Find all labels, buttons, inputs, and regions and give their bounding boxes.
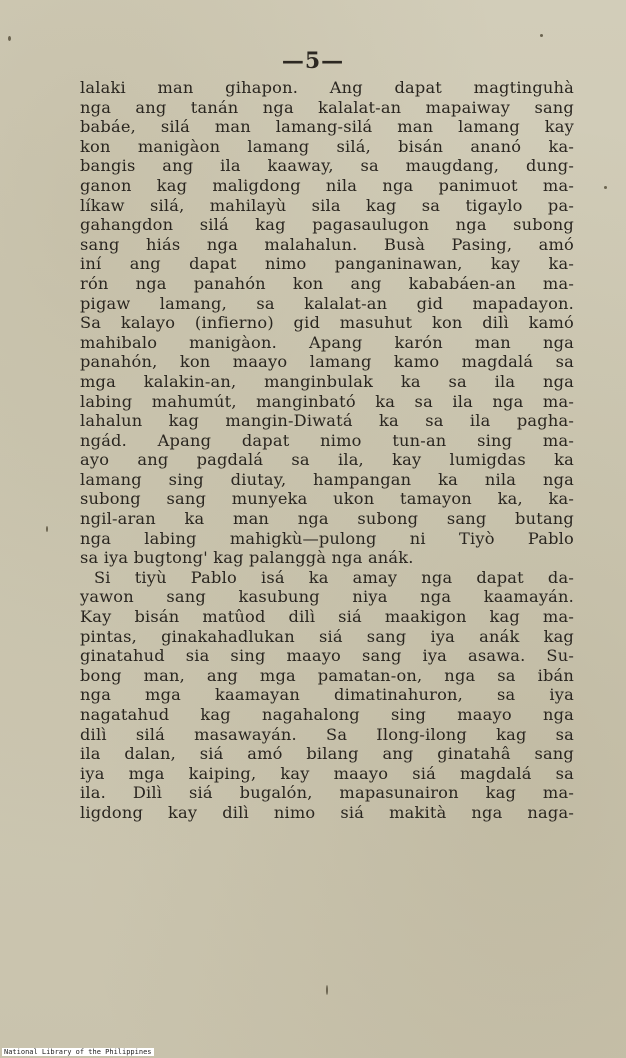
text-line: nga mga kaamayan dimatinahuron, sa iya bbox=[80, 685, 574, 705]
text-line: kon manigàon lamang silá, bisán ananó ka- bbox=[80, 136, 574, 156]
text-line: bangis ang ila kaaway, sa maugdang, dung- bbox=[80, 156, 574, 176]
text-line: babáe, silá man lamang-silá man lamang kay bbox=[80, 117, 574, 137]
ink-speck bbox=[326, 985, 328, 995]
text-line: mahibalo manigàon. Apang karón man nga bbox=[80, 332, 574, 352]
text-line: yawon sang kasubung niya nga kaamayán. bbox=[80, 587, 574, 607]
page-number: —5— bbox=[281, 48, 345, 74]
text-line: ila. Dilì siá bugalón, mapasunairon kag ma- bbox=[80, 783, 574, 803]
text-line: sang hiás nga malahalun. Busà Pasing, amó bbox=[80, 234, 574, 254]
text-line: labing mahumút, manginbató ka sa ila nga ma- bbox=[80, 391, 574, 411]
library-credit: National Library of the Philippines bbox=[4, 1048, 152, 1056]
text-line: lahalun kag mangin-Diwatá ka sa ila pagha- bbox=[80, 411, 574, 431]
ink-speck bbox=[46, 526, 48, 532]
text-line: bong man, ang mga pamatan-on, nga sa ibán bbox=[80, 665, 574, 685]
text-line: panahón, kon maayo lamang kamo magdalá sa bbox=[80, 352, 574, 372]
body-text bbox=[80, 78, 574, 823]
text-line: gahangdon silá kag pagasaulugon nga subong bbox=[80, 215, 574, 235]
text-line: sa iya bugtong' kag palanggà nga anák. bbox=[80, 548, 414, 568]
text-line: nga ang tanán nga kalalat-an mapaiway sang bbox=[80, 97, 574, 117]
text-line: Sa kalayo (infierno) gid masuhut kon dilì kamó bbox=[80, 313, 574, 333]
text-line: ayo ang pagdalá sa ila, kay lumigdas ka bbox=[80, 450, 574, 470]
text-line: dilì silá masawayán. Sa Ilong-ilong kag sa bbox=[80, 724, 574, 744]
text-line: ginatahud sia sing maayo sang iya asawa. Su- bbox=[80, 646, 574, 666]
text-line: lalaki man gihapon. Ang dapat magtinguhà bbox=[80, 78, 574, 97]
text-line: pintas, ginakahadlukan siá sang iya anák kag bbox=[80, 626, 574, 646]
ink-speck bbox=[540, 34, 543, 37]
text-line: ligdong kay dilì nimo siá makità nga naga- bbox=[80, 802, 574, 822]
text-line: líkaw silá, mahilayù sila kag sa tigaylo pa- bbox=[80, 195, 574, 215]
text-line: nga labing mahigkù—pulong ni Tiyò Pablo bbox=[80, 528, 574, 548]
text-line: iya mga kaiping, kay maayo siá magdalá sa bbox=[80, 763, 574, 783]
text-line: mga kalakin-an, manginbulak ka sa ila nga bbox=[80, 371, 574, 391]
text-line: subong sang munyeka ukon tamayon ka, ka- bbox=[80, 489, 574, 509]
text-line: rón nga panahón kon ang kababáen-an ma- bbox=[80, 273, 574, 293]
text-line: Si tiyù Pablo isá ka amay nga dapat da- bbox=[94, 567, 574, 587]
text-line: lamang sing diutay, hampangan ka nila nga bbox=[80, 469, 574, 489]
text-line: ngil-aran ka man nga subong sang butang bbox=[80, 509, 574, 529]
text-line: nagatahud kag nagahalong sing maayo nga bbox=[80, 705, 574, 724]
ink-speck bbox=[604, 186, 607, 189]
text-line: ganon kag maligdong nila nga panimuot ma- bbox=[80, 175, 574, 195]
ink-speck bbox=[8, 36, 11, 41]
text-line: iní ang dapat nimo panganinawan, kay ka- bbox=[80, 254, 574, 274]
text-line: ngád. Apang dapat nimo tun-an sing ma- bbox=[80, 430, 574, 450]
text-line: Kay bisán matûod dilì siá maakigon kag ma- bbox=[80, 607, 574, 627]
text-line: pigaw lamang, sa kalalat-an gid mapadayon. bbox=[80, 293, 574, 313]
text-line: ila dalan, siá amó bilang ang ginatahâ sang bbox=[80, 744, 574, 764]
